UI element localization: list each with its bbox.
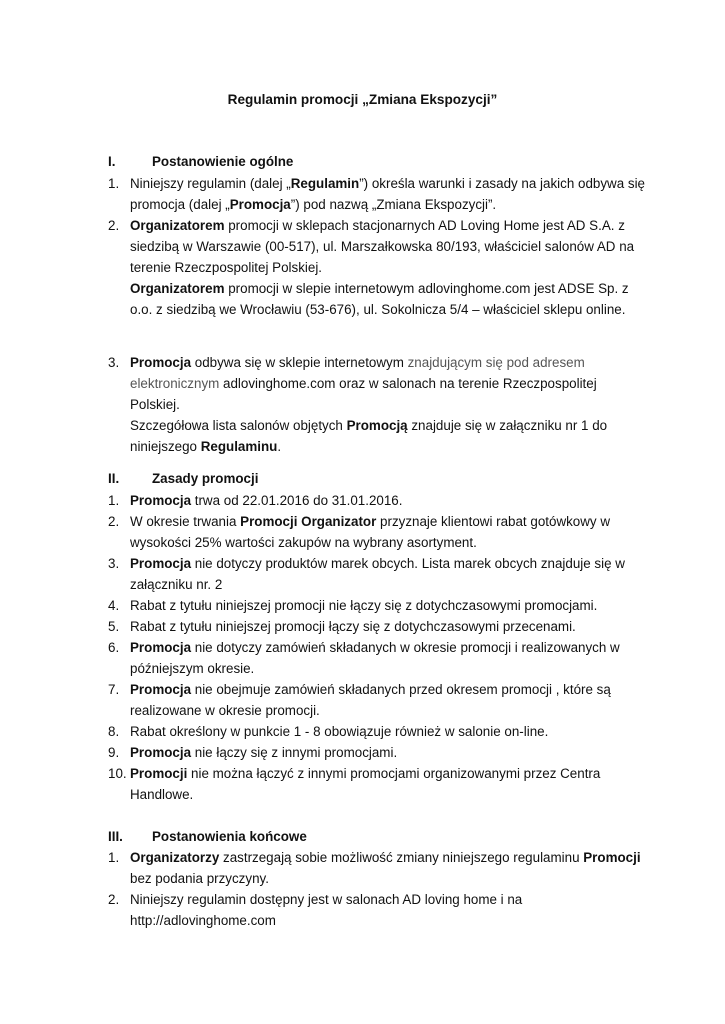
item-text: Rabat określony w punkcie 1 - 8 obowiązuje również w salonie on-line. bbox=[130, 724, 549, 739]
list-item bbox=[108, 763, 648, 805]
list-item bbox=[108, 553, 648, 595]
item-text: Niniejszy regulamin dostępny jest w salonach AD loving home i na http://adlovinghome.com bbox=[130, 892, 523, 928]
item-text: Promocja nie łączy się z innymi promocjami. bbox=[130, 745, 398, 760]
item-number: 3. bbox=[108, 355, 120, 370]
item-number: 9. bbox=[108, 745, 120, 760]
section-number: III. bbox=[108, 829, 123, 844]
section-title: Postanowienie ogólne bbox=[152, 154, 294, 169]
item-text: Rabat z tytułu niniejszej promocji nie łączy się z dotychczasowymi promocjami. bbox=[130, 598, 598, 613]
list-item bbox=[108, 847, 648, 889]
section-title: Zasady promocji bbox=[152, 471, 259, 486]
list-item bbox=[108, 215, 648, 320]
item-text: Promocja nie dotyczy zamówień składanych w okresie promocji i realizowanych w późniejszym okresie. bbox=[130, 640, 620, 676]
list-item bbox=[108, 173, 648, 215]
item-number: 1. bbox=[108, 850, 120, 865]
item-number: 10. bbox=[108, 766, 127, 781]
list-item bbox=[108, 352, 648, 457]
item-text: Promocja nie obejmuje zamówień składanych przed okresem promocji , które są realizowane w okresie promocji. bbox=[130, 682, 611, 718]
list-item bbox=[108, 679, 648, 721]
list-item bbox=[108, 889, 648, 931]
section-heading-general bbox=[108, 151, 668, 172]
list-item bbox=[108, 616, 648, 637]
item-number: 5. bbox=[108, 619, 120, 634]
item-text: Organizatorem promocji w sklepach stacjonarnych AD Loving Home jest AD S.A. z siedzibą w Warszawie (00-517), ul. Marszałkowska 80/193, właściciel salonów AD na terenie Rzeczpospolitej Polskiej. Organizatorem promocji w slepie internetowym adlovinghome.com jest ADSE Sp. z o.o. z siedzibą we Wrocławiu (53-676), ul. Sokolnicza 5/4 – właściciel sklepu online. bbox=[130, 218, 635, 317]
item-number: 6. bbox=[108, 640, 120, 655]
section-heading-rules bbox=[108, 468, 668, 489]
item-number: 1. bbox=[108, 176, 120, 191]
list-item bbox=[108, 595, 648, 616]
list-item bbox=[108, 742, 648, 763]
list-item bbox=[108, 721, 648, 742]
item-number: 2. bbox=[108, 892, 120, 907]
item-number: 7. bbox=[108, 682, 120, 697]
list-item bbox=[108, 637, 648, 679]
list-item bbox=[108, 490, 648, 511]
item-number: 2. bbox=[108, 514, 120, 529]
section-number: I. bbox=[108, 154, 116, 169]
item-text: Promocji nie można łączyć z innymi promocjami organizowanymi przez Centra Handlowe. bbox=[130, 766, 601, 802]
section-heading-final bbox=[108, 826, 668, 847]
section-title: Postanowienia końcowe bbox=[152, 829, 307, 844]
item-text: Promocja nie dotyczy produktów marek obcych. Lista marek obcych znajduje się w załączniku nr. 2 bbox=[130, 556, 625, 592]
item-number: 8. bbox=[108, 724, 120, 739]
item-number: 1. bbox=[108, 493, 120, 508]
item-text: Promocja trwa od 22.01.2016 do 31.01.2016. bbox=[130, 493, 403, 508]
list-item bbox=[108, 511, 648, 553]
item-text: W okresie trwania Promocji Organizator przyznaje klientowi rabat gotówkowy w wysokości 25% wartości zakupów na wybrany asortyment. bbox=[130, 514, 611, 550]
item-number: 2. bbox=[108, 218, 120, 233]
item-number: 3. bbox=[108, 556, 120, 571]
item-text: Rabat z tytułu niniejszej promocji łączy się z dotychczasowymi przecenami. bbox=[130, 619, 576, 634]
page-title: Regulamin promocji „Zmiana Ekspozycji” bbox=[227, 92, 498, 107]
item-number: 4. bbox=[108, 598, 120, 613]
item-text: Organizatorzy zastrzegają sobie możliwość zmiany niniejszego regulaminu Promocji bez podania przyczyny. bbox=[130, 850, 641, 886]
item-text: Niniejszy regulamin (dalej „Regulamin”) określa warunki i zasady na jakich odbywa się promocja (dalej „Promocja”) pod nazwą „Zmiana Ekspozycji”. bbox=[130, 176, 645, 212]
item-text: Promocja odbywa się w sklepie internetowym znajdującym się pod adresem elektronicznym adlovinghome.com oraz w salonach na terenie Rzeczpospolitej Polskiej. Szczegółowa lista salonów objętych Promocją znajduje się w załączniku nr 1 do niniejszego Regulaminu. bbox=[130, 355, 608, 454]
section-number: II. bbox=[108, 471, 120, 486]
